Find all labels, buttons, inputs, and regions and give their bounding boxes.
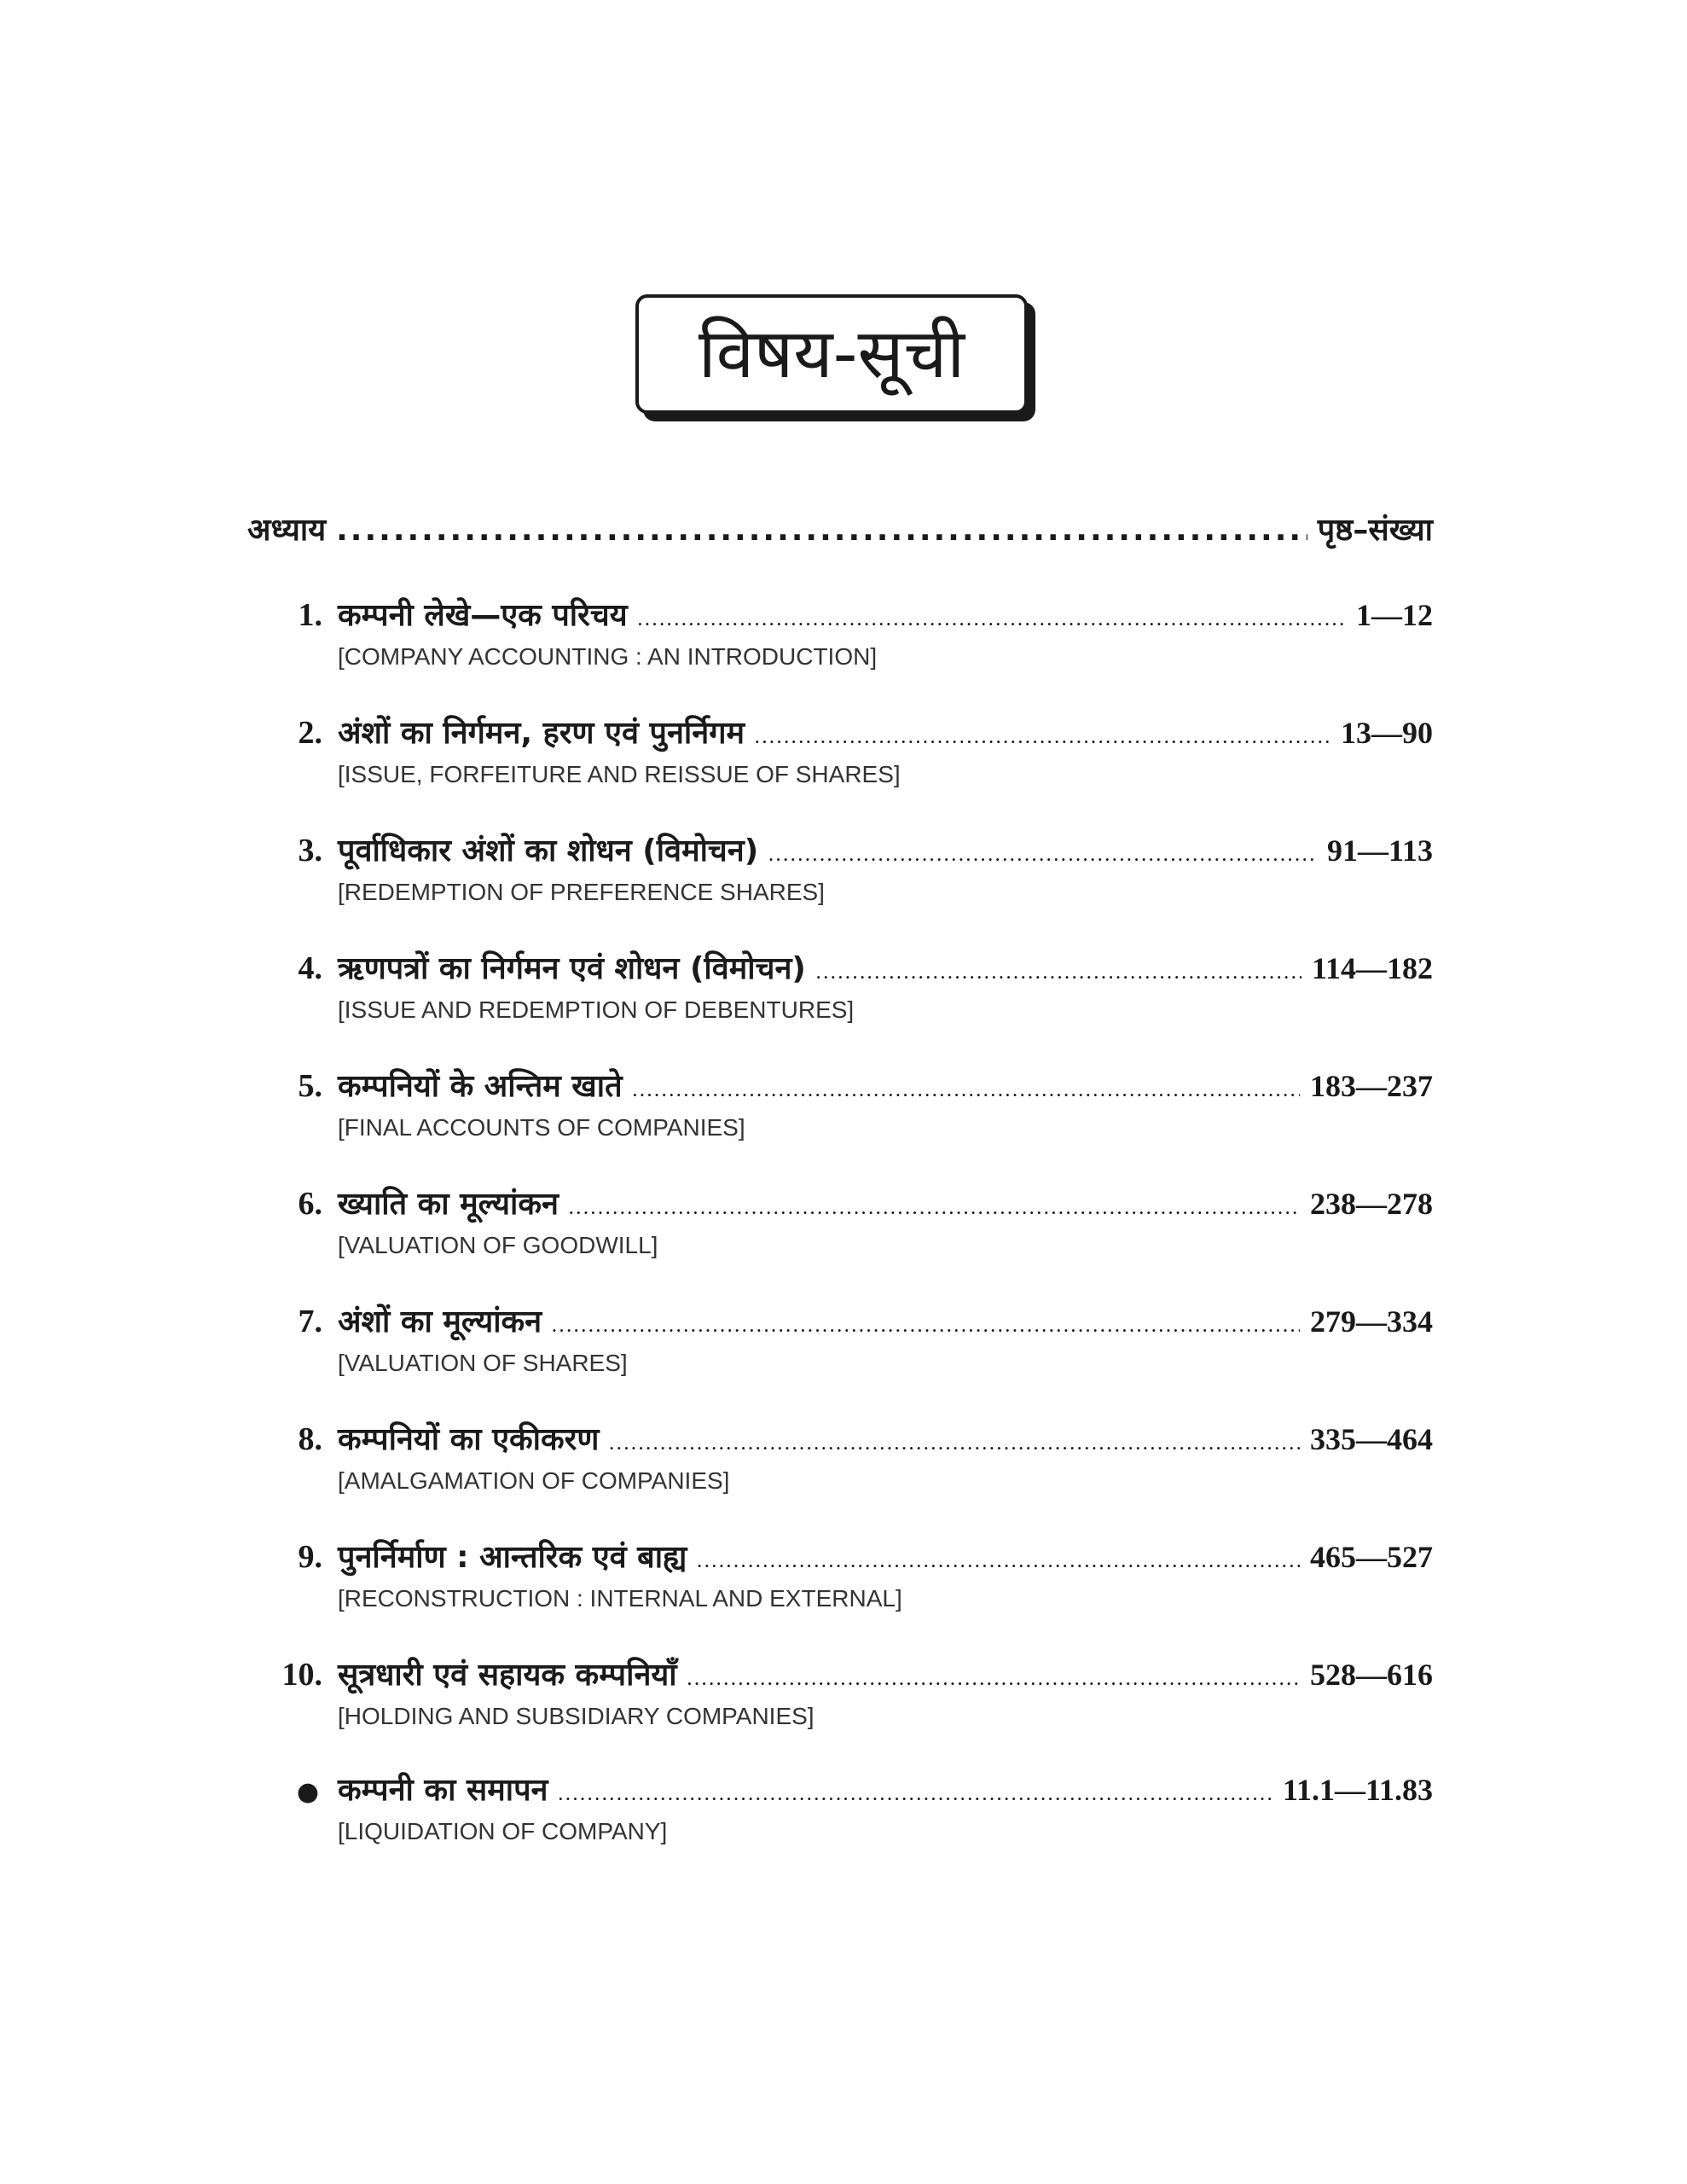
entry-number: 1.	[298, 597, 322, 633]
toc-entry	[247, 593, 1433, 671]
toc-entry	[247, 1064, 1433, 1141]
entry-subtitle: [ISSUE, FORFEITURE AND REISSUE OF SHARES]	[338, 761, 901, 787]
entry-pages: 465—527	[1310, 1540, 1433, 1574]
entry-number: 7.	[298, 1304, 322, 1339]
entry-pages: 528—616	[1310, 1658, 1433, 1692]
entry-title: सूत्रधारी एवं सहायक कम्पनियाँ	[338, 1658, 677, 1693]
entry-pages: 13—90	[1341, 716, 1433, 750]
entry-pages: 335—464	[1310, 1422, 1433, 1456]
bullet-icon: ●	[296, 1777, 319, 1807]
entry-pages: 11.1—11.83	[1282, 1773, 1433, 1807]
toc-entry	[247, 1535, 1433, 1612]
leader-dots	[336, 513, 1307, 548]
entry-title: कम्पनियों का एकीकरण	[338, 1422, 600, 1457]
toc-entry-liquidation	[247, 1768, 1433, 1845]
entry-pages: 91—113	[1326, 834, 1433, 868]
entry-pages: 279—334	[1310, 1304, 1433, 1339]
chapter-column-label: अध्याय	[247, 513, 327, 548]
entry-pages: 114—182	[1311, 951, 1433, 985]
entry-pages: 183—237	[1310, 1069, 1433, 1103]
entry-title: पुनर्निर्माण : आन्तरिक एवं बाह्य	[338, 1540, 687, 1575]
leader-dots	[755, 730, 1330, 746]
page-title: विषय-सूची	[698, 314, 965, 393]
entry-number: 8.	[298, 1421, 322, 1457]
leader-dots	[816, 966, 1301, 982]
leader-dots	[633, 1083, 1300, 1100]
entry-title: पूर्वाधिकार अंशों का शोधन (विमोचन)	[338, 834, 759, 868]
entry-title: अंशों का मूल्यांकन	[338, 1304, 542, 1339]
leader-dots	[569, 1201, 1300, 1217]
entry-number: 6.	[298, 1186, 322, 1222]
entry-pages: 238—278	[1310, 1187, 1433, 1221]
entry-number: 4.	[298, 950, 322, 986]
leader-dots	[768, 848, 1317, 864]
entry-subtitle: [VALUATION OF SHARES]	[338, 1350, 628, 1376]
toc-entry	[247, 1182, 1433, 1259]
entry-subtitle: [VALUATION OF GOODWILL]	[338, 1232, 658, 1258]
toc-entry	[247, 1417, 1433, 1495]
leader-dots	[559, 1787, 1272, 1804]
toc-header	[247, 508, 1433, 549]
page-column-label: पृष्ठ–संख्या	[1317, 513, 1433, 548]
entry-number: 10.	[281, 1657, 322, 1693]
entry-title: कम्पनियों के अन्तिम खाते	[338, 1069, 623, 1104]
entry-number: 3.	[298, 833, 322, 868]
entry-subtitle: [COMPANY ACCOUNTING : AN INTRODUCTION]	[338, 643, 878, 670]
entry-subtitle: [ISSUE AND REDEMPTION OF DEBENTURES]	[338, 996, 855, 1023]
entry-title: ऋणपत्रों का निर्गमन एवं शोधन (विमोचन)	[338, 951, 806, 986]
leader-dots	[609, 1437, 1300, 1453]
toc-entry	[247, 946, 1433, 1024]
entry-subtitle: [FINAL ACCOUNTS OF COMPANIES]	[338, 1114, 745, 1141]
entry-subtitle: [LIQUIDATION OF COMPANY]	[338, 1818, 668, 1844]
entry-subtitle: [RECONSTRUCTION : INTERNAL AND EXTERNAL]	[338, 1585, 902, 1612]
toc-entry	[247, 1299, 1433, 1377]
leader-dots	[552, 1319, 1300, 1335]
title-box	[635, 294, 1028, 414]
entry-number: 2.	[298, 715, 322, 751]
leader-dots	[697, 1554, 1300, 1571]
entry-number: 9.	[298, 1539, 322, 1575]
entry-subtitle: [REDEMPTION OF PREFERENCE SHARES]	[338, 879, 825, 905]
toc-entry	[247, 711, 1433, 788]
entry-title: अंशों का निर्गमन, हरण एवं पुनर्निगम	[338, 716, 745, 751]
entry-title: कम्पनी का समापन	[338, 1773, 548, 1808]
entry-subtitle: [HOLDING AND SUBSIDIARY COMPANIES]	[338, 1703, 815, 1729]
entry-title: ख्याति का मूल्यांकन	[338, 1187, 559, 1222]
leader-dots	[638, 613, 1346, 629]
leader-dots	[687, 1672, 1300, 1688]
entry-pages: 1—12	[1356, 598, 1433, 632]
entry-subtitle: [AMALGAMATION OF COMPANIES]	[338, 1467, 730, 1494]
toc-entry	[247, 828, 1433, 906]
entry-number: 5.	[298, 1068, 322, 1104]
toc-entry	[247, 1653, 1433, 1730]
entry-title: कम्पनी लेखे—एक परिचय	[338, 598, 628, 633]
